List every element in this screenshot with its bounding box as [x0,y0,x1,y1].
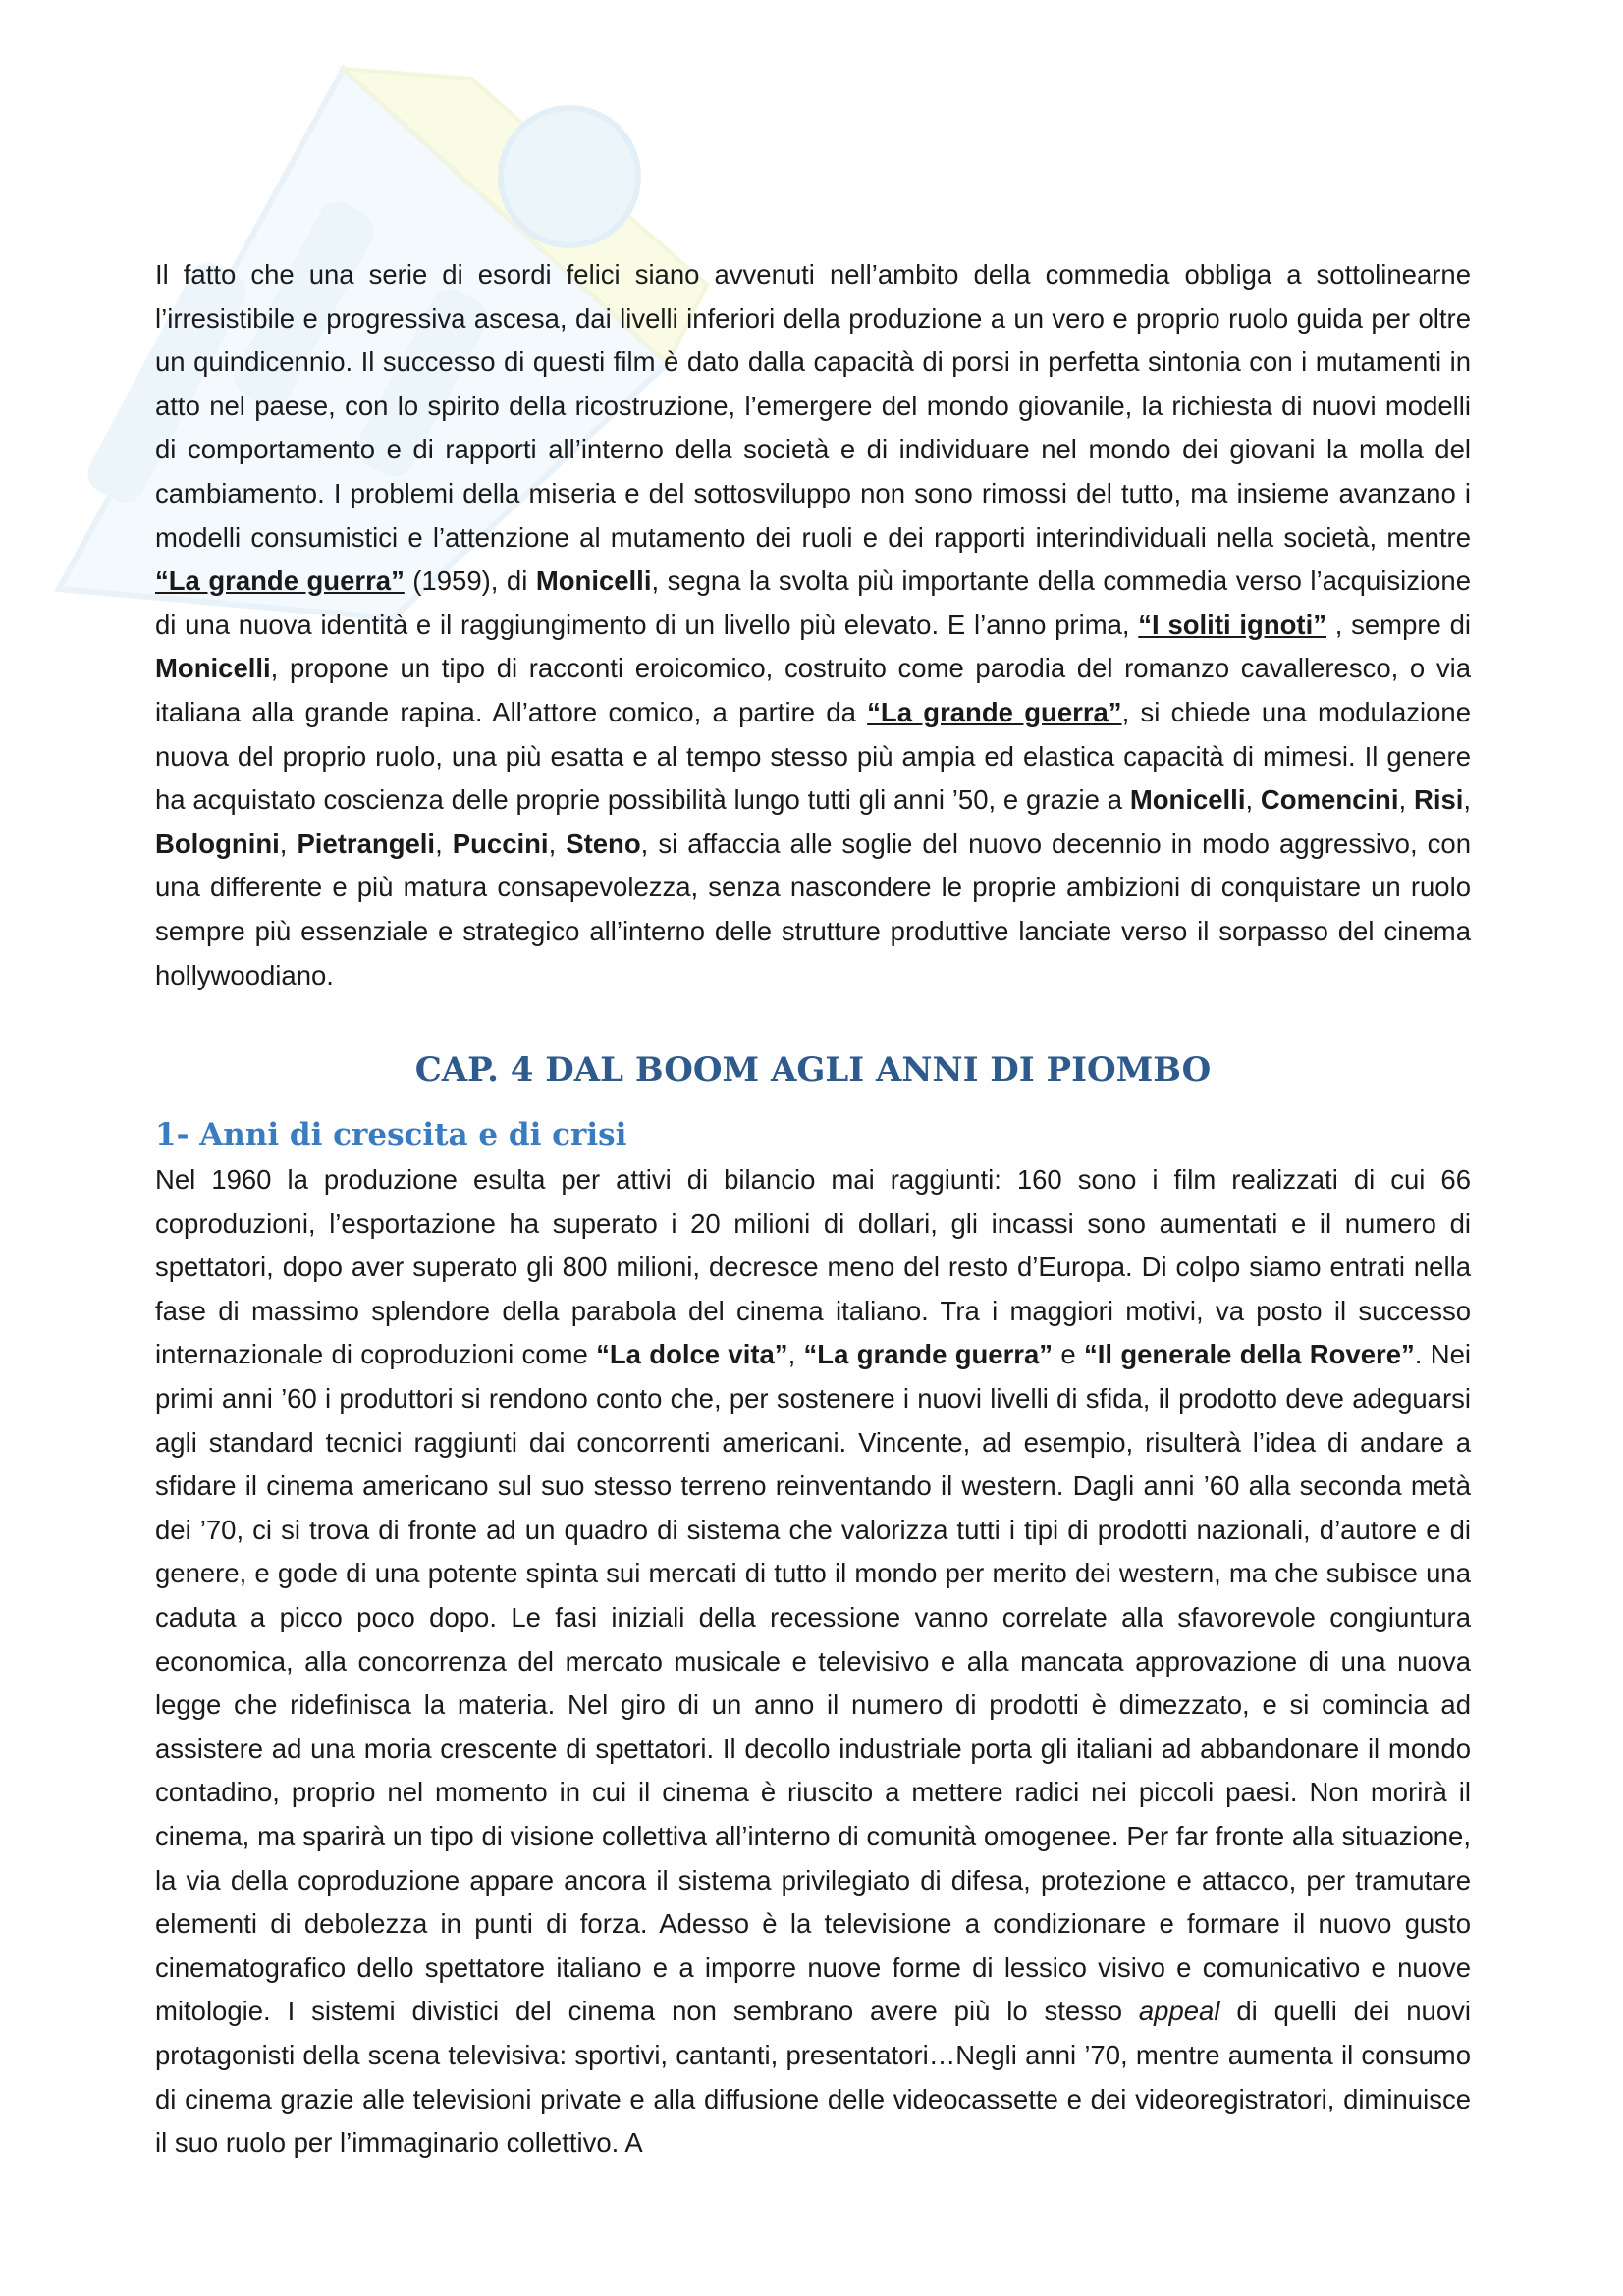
separator: , [1463,784,1472,816]
film-title: “La dolce vita” [596,1339,788,1370]
paragraph-commedia [155,253,1471,997]
film-title: “I soliti ignoti” [1138,609,1326,640]
film-title: “La grande guerra” [803,1339,1054,1370]
text-run: , propone un tipo di racconti eroicomico, costruito come parodia del romanzo cavalleresco, o via italiana alla grande rapina. All’attore comico, a partire da [155,653,1471,727]
director-name: Monicelli [535,565,652,597]
text-run: , segna la svolta più importante della commedia verso l’acquisizione di una nuova identità e il raggiungimento di un livello più elevato. E l’anno prima, [155,565,1471,640]
text-run: , si chiede una modulazione nuova del proprio ruolo, una più esatta e al tempo stesso più ampia ed elastica capacità di mimesi. Il genere ha acquistato coscienza delle proprie possibilità lungo tutti gli anni ’50, e grazie a [155,696,1471,816]
section-title: 1- Anni di crescita e di crisi [155,1117,627,1153]
director-name: Monicelli [1129,784,1246,816]
text-run: . Nei primi anni ’60 i produttori si rendono conto che, per sostenere i nuovi livelli di sfida, il prodotto deve adeguarsi agli standard tecnici raggiunti dai concorrenti americani. Vincente, ad esempio, risulterà l’idea di andare a sfidare il cinema americano sul suo stesso terreno reinventando il western. Dagli anni ’60 alla seconda metà dei ’70, ci si trova di fronte ad un quadro di sistema che valorizza tutti i tipi di prodotti nazionali, d’autore e di genere, e gode di una potente spinta sui mercati di tutto il mondo per merito dei western, ma che subisce una caduta a picco poco dopo. Le fasi iniziali della recessione vanno correlate alla sfavorevole congiuntura economica, alla concorrenza del mercato musicale e televisivo e alla mancata approvazione di una nuova legge che ridefinisca la materia. Nel giro di un anno il numero di prodotti è dimezzato, e si comincia ad assistere ad una moria crescente di spettatori. Il decollo industriale porta gli italiani ad abbandonare il mondo contadino, proprio nel momento in cui il cinema è riuscito a mettere radici nei piccoli paesi. Non morirà il cinema, ma sparirà un tipo di visione collettiva all’interno di comunità omogenee. Per far fronte alla situazione, la via della coproduzione appare ancora il sistema privilegiato di difesa, protezione e attacco, per tramutare elementi di debolezza in punti di forza. Adesso è la televisione a condizionare e formare il nuovo gusto cinematografico dello spettatore italiano e a imporre nuove forme di lessico visivo e comunicativo e nuove mitologie. I sistemi divistici del cinema non sembrano avere più lo stesso [155,1339,1471,2027]
director-name: Pietrangeli [297,828,436,859]
paragraph-crescita-crisi [155,1158,1471,2165]
separator: , [548,828,567,859]
film-title: “Il generale della Rovere” [1083,1339,1415,1370]
separator: , [1398,784,1414,816]
film-title: “La grande guerra” [155,565,405,597]
separator: e [1053,1339,1084,1370]
director-name: Risi [1413,784,1464,816]
director-name: Monicelli [155,653,271,684]
text-run: (1959), di [404,565,536,597]
director-name: Bolognini [155,828,280,859]
chapter-title: CAP. 4 DAL BOOM AGLI ANNI DI PIOMBO [414,1050,1212,1091]
text-run: Il fatto che una serie di esordi felici siano avvenuti nell’ambito della commedia obbliga a sottolinearne l’irresistibile e progressiva ascesa, dai livelli inferiori della produzione a un vero e proprio ruolo guida per oltre un quindicennio. Il successo di questi film è dato dalla capacità di porsi in perfetta sintonia con i mutamenti in atto nel paese, con lo spirito della ricostruzione, l’emergere del mondo giovanile, la richiesta di nuovi modelli di comportamento e di rapporti all’interno della società e di individuare nel mondo dei giovani la molla del cambiamento. I problemi della miseria e del sottosviluppo non sono rimossi del tutto, ma insieme avanzano i modelli consumistici e l’attenzione al mutamento dei ruoli e dei rapporti interindividuali nella società, mentre [155,259,1471,553]
separator: , [279,828,298,859]
director-name: Steno [566,828,641,859]
separator: , [435,828,453,859]
separator: , [787,1339,804,1370]
text-run: Nel 1960 la produzione esulta per attivi di bilancio mai raggiunti: 160 sono i film realizzati di cui 66 coproduzioni, l’esportazione ha superato i 20 milioni di dollari, gli incassi sono aumentati e il numero di spettatori, dopo aver superato gli 800 milioni, decresce meno del resto d’Europa. Di colpo siamo entrati nella fase di massimo splendore della parabola del cinema italiano. Tra i maggiori motivi, va posto il successo internazionale di coproduzioni come [155,1164,1471,1370]
film-title: “La grande guerra” [867,696,1122,727]
text-run: , si affaccia alle soglie del nuovo decennio in modo aggressivo, con una differente e più matura consapevolezza, senza nascondere le proprie ambizioni di conquistare un ruolo sempre più essenziale e strategico all’interno delle strutture produttive lanciate verso il sorpasso del cinema hollywoodiano. [155,828,1472,990]
director-name: Comencini [1260,784,1399,816]
document-page [155,253,1471,2165]
separator: , [1245,784,1261,816]
text-run: di quelli dei nuovi protagonisti della scena televisiva: sportivi, cantanti, presentatori…Negli anni ’70, mentre aumenta il consumo di cinema grazie alle televisioni private e alla diffusione delle videocassette e dei videoregistratori, diminuisce il suo ruolo per l’immaginario collettivo. A [155,1996,1471,2159]
text-run: , sempre di [1325,609,1471,640]
italic-term: appeal [1138,1996,1220,2027]
director-name: Puccini [452,828,549,859]
